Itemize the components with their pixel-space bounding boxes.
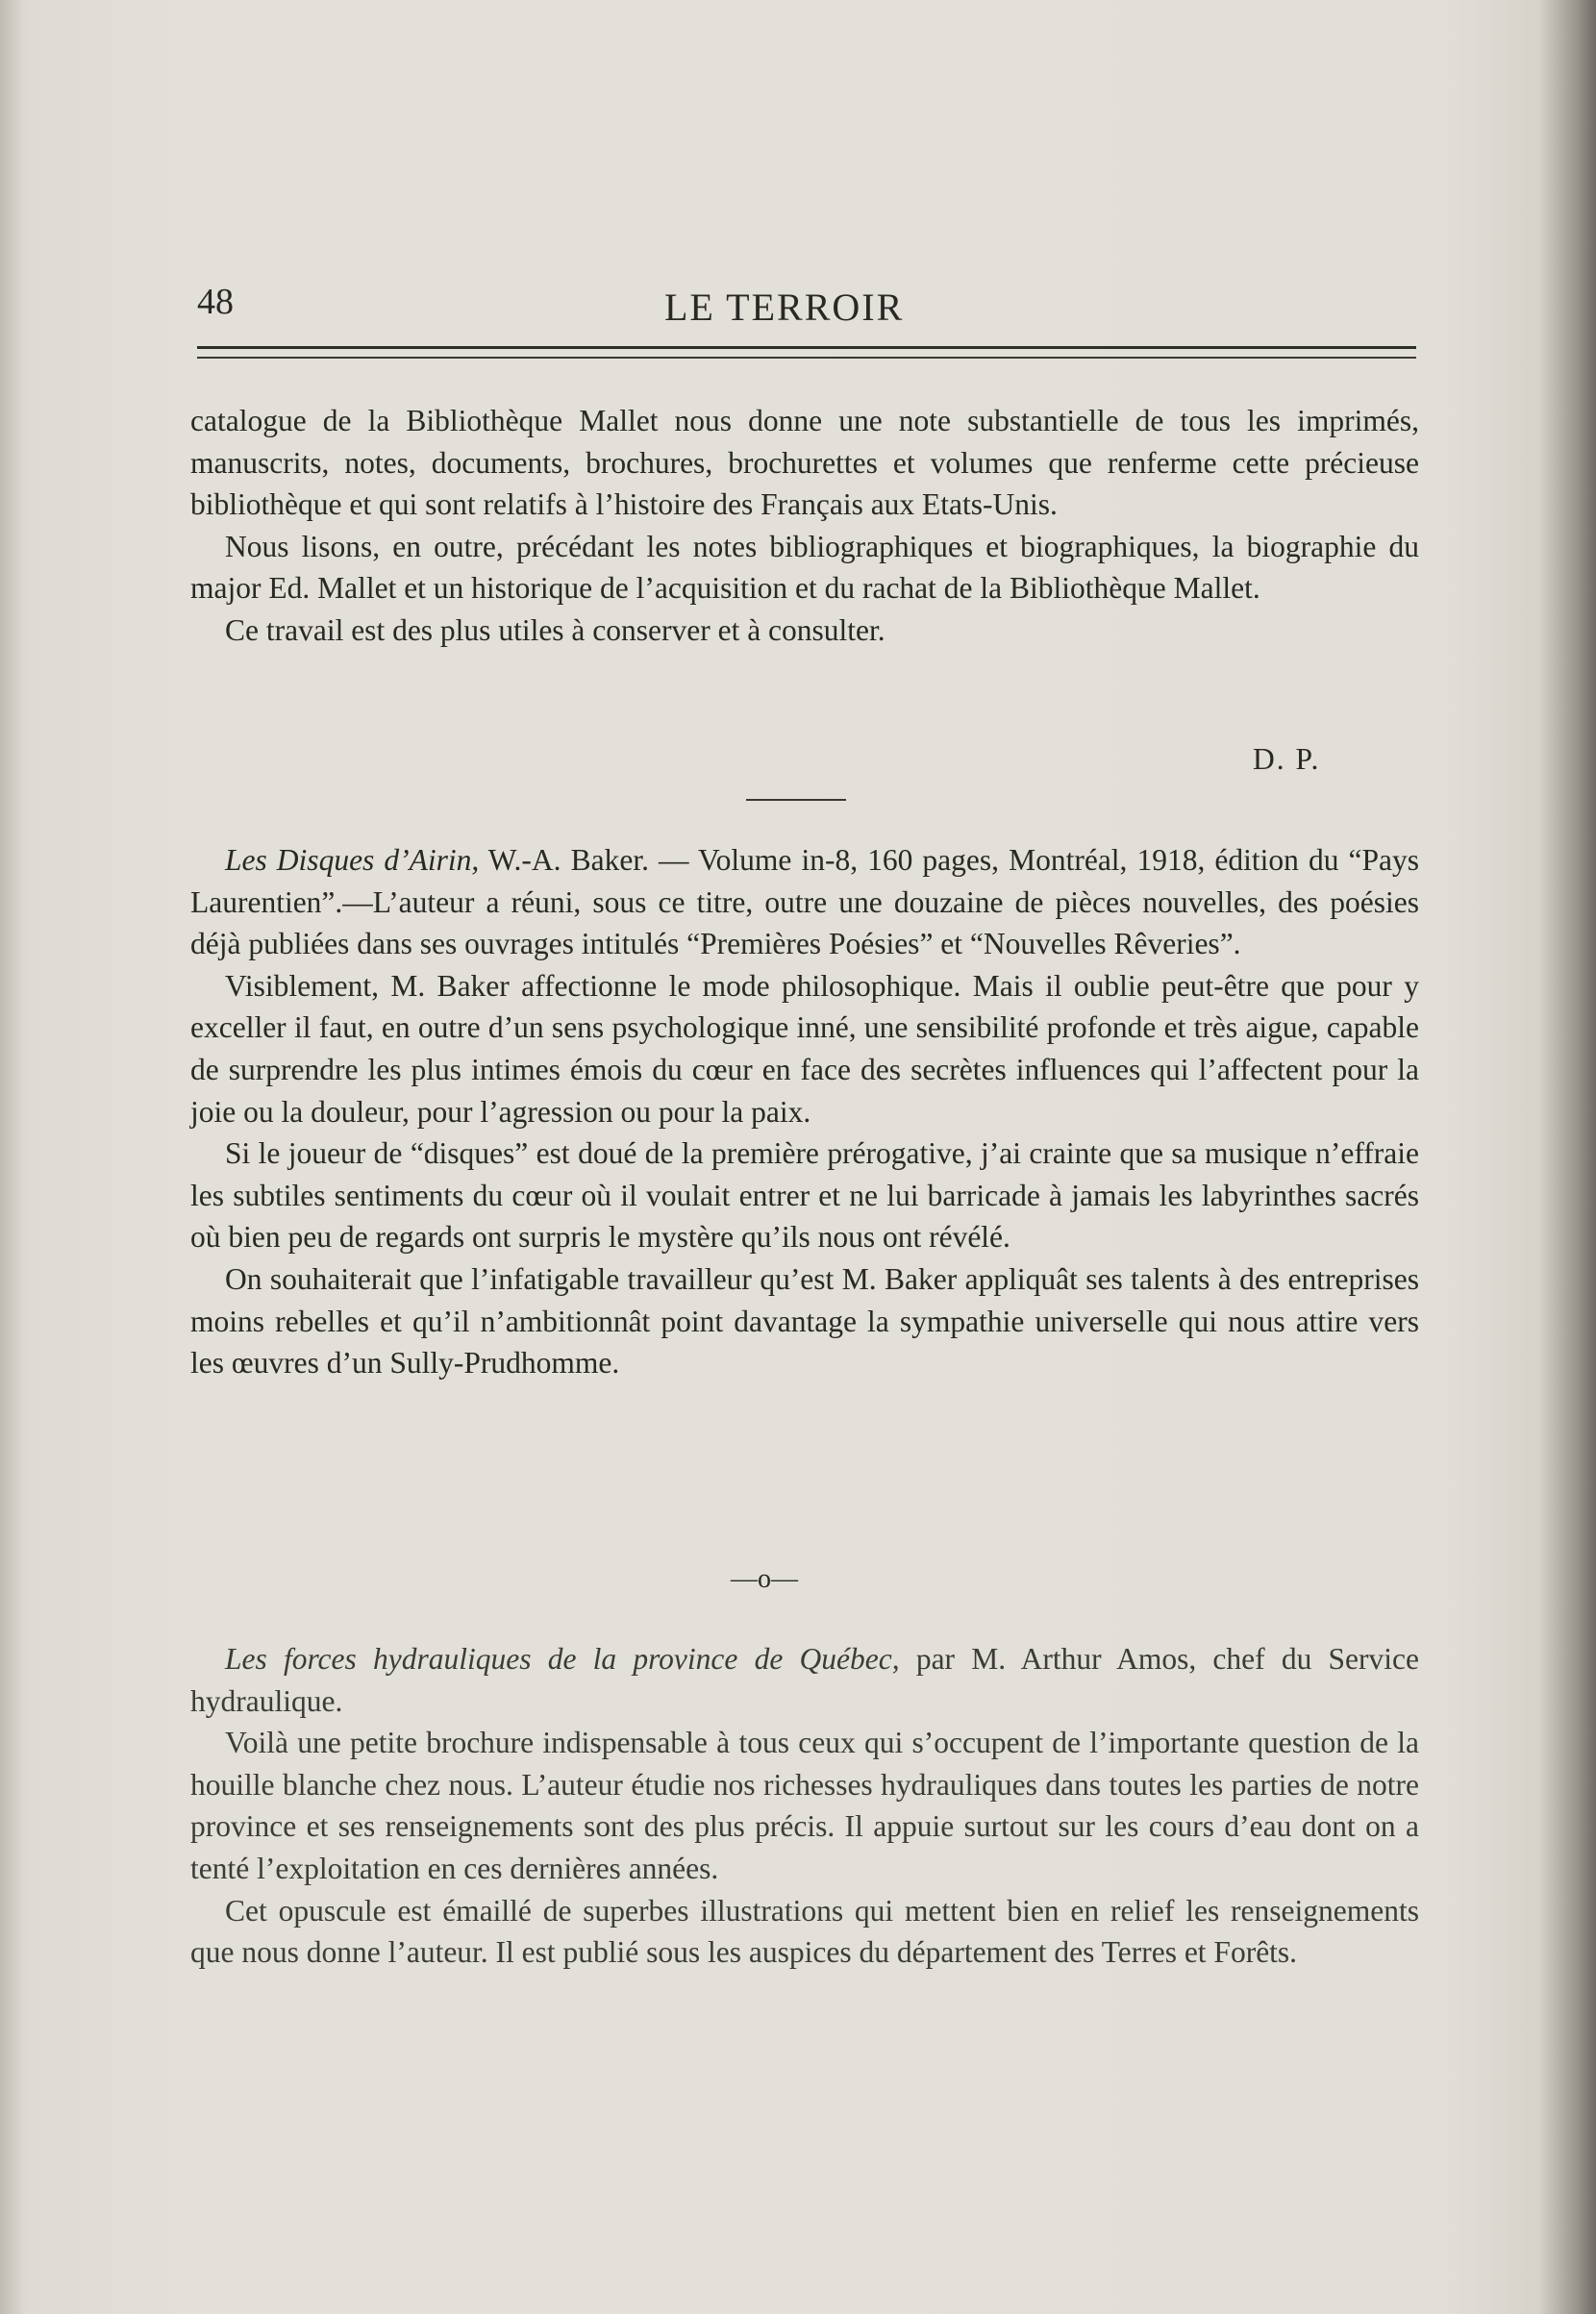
book-title: Les forces hydrauliques de la province de Québec,	[225, 1642, 900, 1676]
paragraph: Si le joueur de “disques” est doué de la première prérogative, j’ai crainte que sa musique n’effraie les subtiles sentiments du cœur où il voulait entrer et ne lui barricade à jamais les labyrinthes sacrés où bien peu de regards ont surpris le mystère qu’ils nous ont révélé.	[190, 1136, 1419, 1255]
book-details: W.-A. Baker. — Volume in-8, 160 pages, Montréal, 1918, édition du “Pays Laurentien”.—L’auteur a réuni, sous ce titre, outre une douzaine de pièces nouvelles, des poésies déjà publiées dans ses ouvrages intitulés “Premières Poésies” et “Nouvelles Rêveries”.	[190, 843, 1419, 961]
section-separator: —o—	[731, 1564, 798, 1594]
section-disques-review	[190, 839, 1419, 1384]
review-heading	[190, 839, 1419, 965]
page-gutter	[0, 0, 21, 2314]
author-signature: D. P.	[1253, 742, 1321, 776]
section-hydrauliques-review	[190, 1638, 1419, 1974]
header-rule-thick	[197, 346, 1416, 349]
paragraph: catalogue de la Bibliothèque Mallet nous donne une note substantielle de tous les imprimés, manuscrits, notes, documents, brochures, brochurettes et volumes que renferme cette précieuse bibliothèque et qui sont relatifs à l’histoire des Français aux Etats-Unis.	[190, 404, 1419, 522]
book-details: par M. Arthur Amos, chef du Service hydraulique.	[190, 1642, 1419, 1718]
paragraph: Voilà une petite brochure indispensable à tous ceux qui s’occupent de l’importante question de la houille blanche chez nous. L’auteur étudie nos richesses hydrauliques dans toutes les parties de notre province et ses renseignements sont des plus précis. Il appuie surtout sur les cours d’eau dont on a tenté l’exploitation en ces dernières années.	[190, 1726, 1419, 1885]
page-number: 48	[197, 282, 234, 322]
paragraph: Ce travail est des plus utiles à conserver et à consulter.	[225, 612, 885, 647]
paragraph: Cet opuscule est émaillé de superbes illustrations qui mettent bien en relief les renseignements que nous donne l’auteur. Il est publié sous les auspices du département des Terres et Forêts.	[190, 1893, 1419, 1970]
book-title: Les Disques d’Airin,	[225, 843, 480, 877]
section-divider	[746, 799, 846, 801]
page-header	[197, 281, 1418, 338]
section-body	[190, 1638, 1419, 1974]
paragraph: On souhaiterait que l’infatigable travailleur qu’est M. Baker appliquât ses talents à des entreprises moins rebelles et qu’il n’ambitionnât point davantage la sympathie universelle qui nous attire vers les œuvres d’un Sully-Prudhomme.	[190, 1261, 1419, 1381]
paragraph: Visiblement, M. Baker affectionne le mode philosophique. Mais il oublie peut-être que pour y exceller il faut, en outre d’un sens psychologique inné, une sensibilité profonde et très aigue, capable de surprendre les plus intimes émois du cœur en face des secrètes influences qui l’affectent pour la joie ou la douleur, pour l’agression ou pour la paix.	[190, 968, 1419, 1129]
paragraph: Nous lisons, en outre, précédant les notes bibliographiques et biographiques, la biographie du major Ed. Mallet et un historique de l’acquisition et du rachat de la Bibliothèque Mallet.	[190, 529, 1419, 606]
header-rule-thin	[197, 357, 1416, 359]
section-mallet-review	[190, 400, 1419, 652]
review-heading	[190, 1638, 1419, 1722]
running-head: LE TERROIR	[664, 286, 905, 329]
